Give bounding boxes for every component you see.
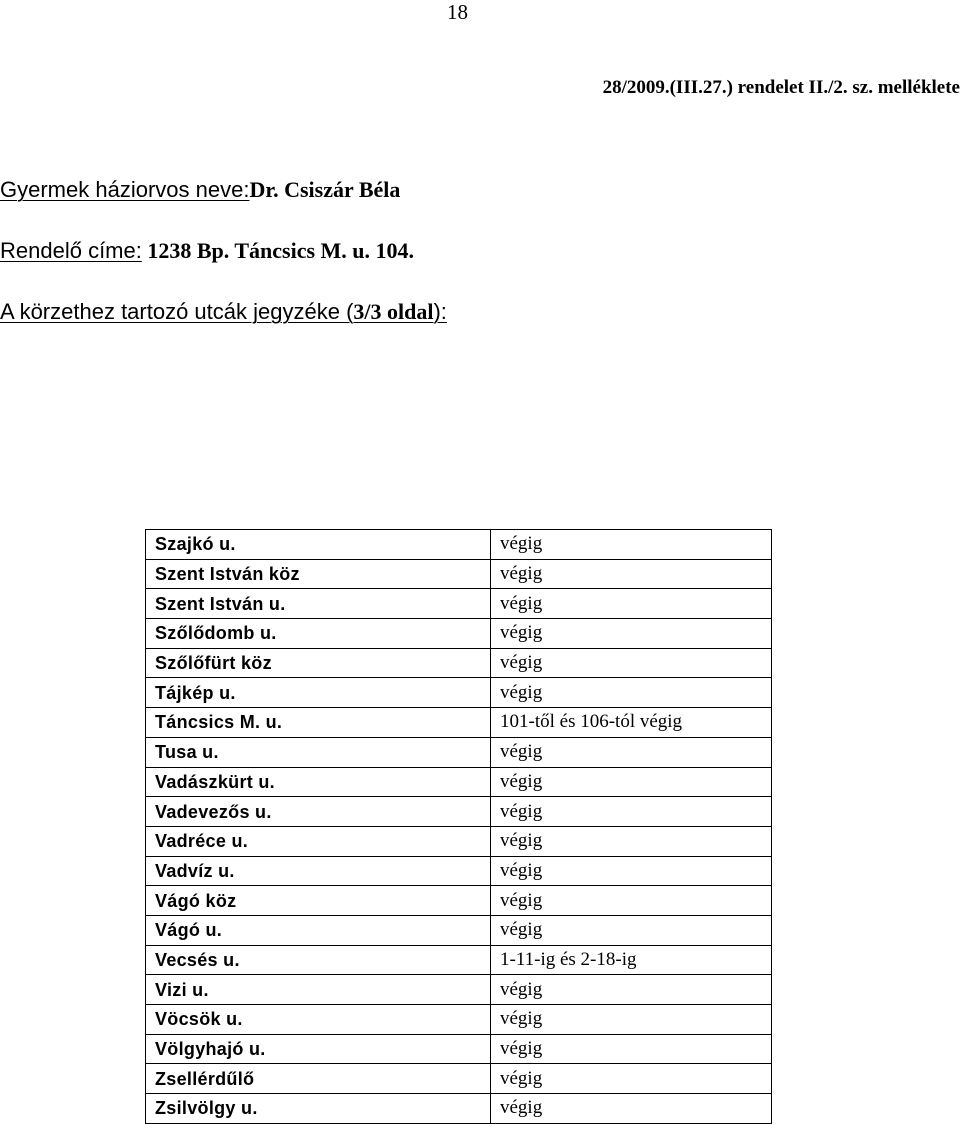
street-name-cell: Vecsés u. (146, 945, 491, 975)
house-range-cell: végig (491, 1034, 772, 1064)
street-list-page: 3/3 oldal (353, 299, 434, 324)
table-row (146, 1005, 772, 1035)
house-range-cell: végig (491, 678, 772, 708)
page-number: 18 (447, 0, 468, 24)
table-row (146, 678, 772, 708)
street-name-cell: Vágó u. (146, 915, 491, 945)
office-address: 1238 Bp. Táncsics M. u. 104. (147, 238, 415, 263)
table-row (146, 1064, 772, 1094)
table-row (146, 945, 772, 975)
street-name-cell: Tájkép u. (146, 678, 491, 708)
street-name-cell: Zsilvölgy u. (146, 1094, 491, 1124)
house-range-cell: végig (491, 619, 772, 649)
street-name-cell: Szent István köz (146, 559, 491, 589)
house-range-cell: végig (491, 648, 772, 678)
doctor-line (0, 176, 400, 204)
house-range-cell: végig (491, 797, 772, 827)
house-range-cell: végig (491, 975, 772, 1005)
street-name-cell: Vadréce u. (146, 826, 491, 856)
street-name-cell: Szőlőfürt köz (146, 648, 491, 678)
table-row (146, 886, 772, 916)
street-list-heading-text: A körzethez tartozó utcák jegyzéke ( (0, 299, 354, 324)
office-line (0, 237, 414, 265)
street-list-heading-close: ): (433, 299, 447, 324)
table-row (146, 737, 772, 767)
house-range-cell: végig (491, 1064, 772, 1094)
street-name-cell: Vadászkürt u. (146, 767, 491, 797)
street-name-cell: Vadvíz u. (146, 856, 491, 886)
house-range-cell: 101-től és 106-tól végig (491, 708, 772, 738)
street-name-cell: Szent István u. (146, 589, 491, 619)
table-row (146, 826, 772, 856)
doctor-label: Gyermek háziorvos neve: (0, 177, 250, 202)
table-row (146, 589, 772, 619)
table-row (146, 708, 772, 738)
table-row (146, 619, 772, 649)
street-name-cell: Vadevezős u. (146, 797, 491, 827)
house-range-cell: végig (491, 559, 772, 589)
house-range-cell: végig (491, 826, 772, 856)
house-range-cell: végig (491, 856, 772, 886)
house-range-cell: végig (491, 767, 772, 797)
street-name-cell: Szőlődomb u. (146, 619, 491, 649)
house-range-cell: végig (491, 886, 772, 916)
street-name-cell: Völgyhajó u. (146, 1034, 491, 1064)
house-range-cell: végig (491, 530, 772, 560)
street-table-body (146, 530, 772, 1124)
table-row (146, 797, 772, 827)
house-range-cell: végig (491, 1005, 772, 1035)
street-name-cell: Vöcsök u. (146, 1005, 491, 1035)
decree-reference: 28/2009.(III.27.) rendelet II./2. sz. melléklete (602, 77, 960, 98)
table-row (146, 530, 772, 560)
street-name-cell: Vágó köz (146, 886, 491, 916)
table-row (146, 1094, 772, 1124)
street-list-heading (0, 298, 447, 326)
table-row (146, 975, 772, 1005)
street-table (145, 529, 772, 1124)
table-row (146, 856, 772, 886)
table-row (146, 767, 772, 797)
street-name-cell: Zsellérdűlő (146, 1064, 491, 1094)
street-name-cell: Táncsics M. u. (146, 708, 491, 738)
office-label: Rendelő címe: (0, 238, 142, 263)
house-range-cell: végig (491, 737, 772, 767)
house-range-cell: végig (491, 915, 772, 945)
house-range-cell: végig (491, 589, 772, 619)
doctor-name: Dr. Csiszár Béla (249, 177, 401, 202)
table-row (146, 915, 772, 945)
table-row (146, 648, 772, 678)
house-range-cell: 1-11-ig és 2-18-ig (491, 945, 772, 975)
street-name-cell: Tusa u. (146, 737, 491, 767)
table-row (146, 1034, 772, 1064)
street-name-cell: Szajkó u. (146, 530, 491, 560)
table-row (146, 559, 772, 589)
house-range-cell: végig (491, 1094, 772, 1124)
street-name-cell: Vizi u. (146, 975, 491, 1005)
